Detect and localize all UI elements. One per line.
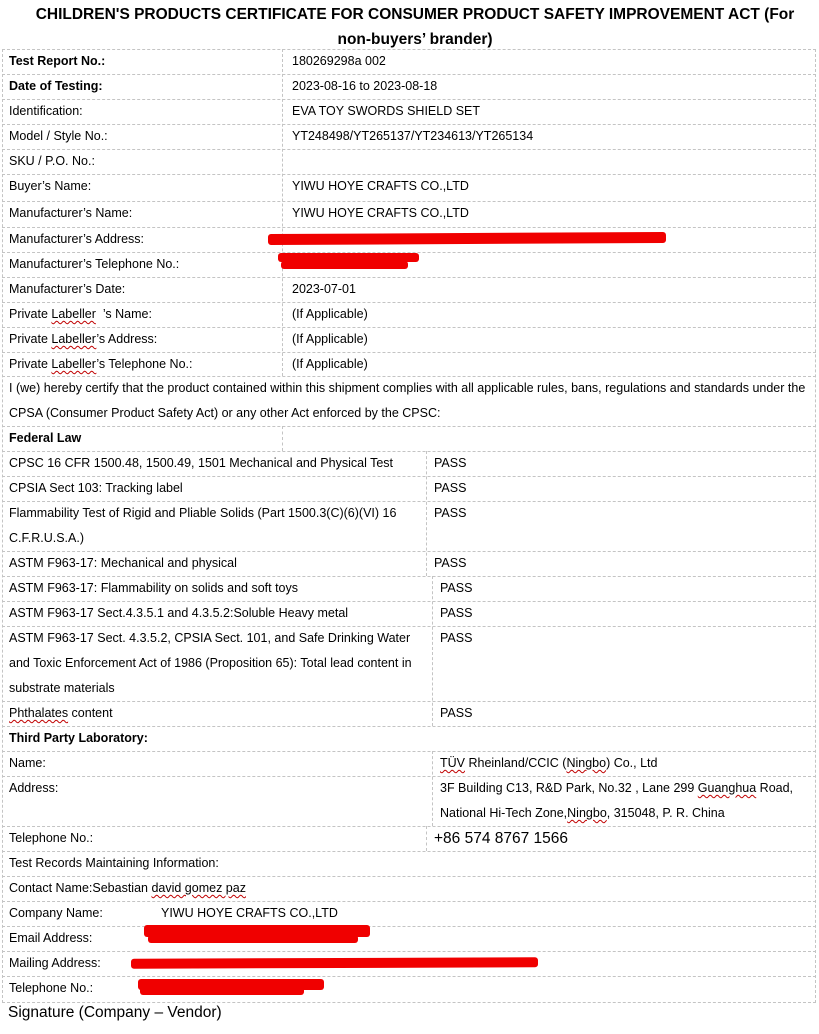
test-result: PASS — [440, 631, 473, 645]
test-name-line-1: ASTM F963-17 Sect. 4.3.5.2, CPSIA Sect. 101, and Safe Drinking Water — [9, 631, 411, 645]
contact-name: Contact Name:Sebastian david gomez paz — [9, 881, 246, 895]
identification-label: Identification: — [9, 104, 83, 118]
test-name: CPSC 16 CFR 1500.48, 1500.49, 1501 Mechanical and Physical Test — [9, 456, 394, 470]
title-line-2: non-buyers’ brander) — [337, 31, 493, 48]
private-labeller-name-label: Private Labeller ’s Name: — [9, 307, 152, 321]
lab-name-value: TÜV Rheinland/CCIC (Ningbo) Co., Ltd — [440, 756, 658, 770]
lab-address-label: Address: — [9, 781, 59, 795]
test-name-line-3: substrate materials — [9, 681, 115, 695]
buyer-name-value: YIWU HOYE CRAFTS CO.,LTD — [292, 179, 469, 193]
test-name: ASTM F963-17 Sect.4.3.5.1 and 4.3.5.2:Soluble Heavy metal — [9, 606, 349, 620]
column-divider — [432, 751, 433, 826]
test-result: PASS — [434, 556, 467, 570]
title-line-1: CHILDREN'S PRODUCTS CERTIFICATE FOR CONSUMER PRODUCT SAFETY IMPROVEMENT ACT (For — [35, 6, 795, 23]
test-result: PASS — [434, 481, 467, 495]
model-value: YT248498/YT265137/YT234613/YT265134 — [292, 129, 534, 143]
redaction-mark — [131, 957, 538, 968]
date-of-testing-label: Date of Testing: — [9, 79, 103, 93]
test-name: Phthalates content — [9, 706, 113, 720]
private-labeller-name-value: (If Applicable) — [292, 307, 368, 321]
private-labeller-address-value: (If Applicable) — [292, 332, 368, 346]
lab-name-label: Name: — [9, 756, 46, 770]
private-labeller-phone-label: Private Labeller’s Telephone No.: — [9, 357, 193, 371]
row-divider — [2, 149, 816, 150]
row-divider — [2, 701, 816, 702]
test-report-label: Test Report No.: — [9, 54, 106, 68]
test-result: PASS — [440, 581, 473, 595]
lab-phone-value: +86 574 8767 1566 — [434, 830, 569, 847]
test-result: PASS — [434, 456, 467, 470]
company-name-value: YIWU HOYE CRAFTS CO.,LTD — [161, 906, 338, 920]
manufacturer-date-label: Manufacturer’s Date: — [9, 282, 126, 296]
test-result: PASS — [440, 606, 473, 620]
certificate-title — [0, 2, 819, 52]
third-party-lab-heading: Third Party Laboratory: — [9, 731, 148, 745]
email-address-label: Email Address: — [9, 931, 93, 945]
date-of-testing-value: 2023-08-16 to 2023-08-18 — [292, 79, 438, 93]
records-phone-label: Telephone No.: — [9, 981, 94, 995]
company-name-label: Company Name: — [9, 906, 103, 920]
lab-phone-label: Telephone No.: — [9, 831, 94, 845]
column-divider — [282, 426, 283, 451]
records-heading: Test Records Maintaining Information: — [9, 856, 219, 870]
lab-address-line-1: 3F Building C13, R&D Park, No.32 , Lane 299 Guanghua Road, — [440, 781, 794, 795]
signature-line: Signature (Company – Vendor) — [8, 1004, 222, 1021]
test-name-line-2: C.F.R.U.S.A.) — [9, 531, 85, 545]
manufacturer-name-label: Manufacturer’s Name: — [9, 206, 133, 220]
mailing-address-label: Mailing Address: — [9, 956, 101, 970]
row-divider — [2, 826, 816, 827]
redaction-mark — [140, 986, 304, 995]
test-name: ASTM F963-17: Flammability on solids and soft toys — [9, 581, 299, 595]
model-label: Model / Style No.: — [9, 129, 108, 143]
redaction-mark — [281, 261, 408, 269]
identification-value: EVA TOY SWORDS SHIELD SET — [292, 104, 481, 118]
certify-statement-line-1: I (we) hereby certify that the product contained within this shipment complies with all applicable rules, bans, regulations and standards under the — [9, 381, 806, 395]
manufacturer-date-value: 2023-07-01 — [292, 282, 356, 296]
row-divider — [2, 426, 816, 427]
redaction-mark — [148, 935, 358, 943]
sku-label: SKU / P.O. No.: — [9, 154, 95, 168]
row-divider — [2, 976, 816, 977]
redaction-mark — [268, 232, 666, 245]
row-divider — [2, 901, 816, 902]
manufacturer-phone-label: Manufacturer’s Telephone No.: — [9, 257, 180, 271]
test-name-line-2: and Toxic Enforcement Act of 1986 (Proposition 65): Total lead content in — [9, 656, 412, 670]
private-labeller-phone-value: (If Applicable) — [292, 357, 368, 371]
federal-law-heading: Federal Law — [9, 431, 82, 445]
certify-statement-line-2: CPSA (Consumer Product Safety Act) or any other Act enforced by the CPSC: — [9, 406, 441, 420]
private-labeller-address-label: Private Labeller’s Address: — [9, 332, 158, 346]
column-divider — [432, 576, 433, 726]
lab-address-line-2: National Hi-Tech Zone,Ningbo, 315048, P. R. China — [440, 806, 725, 820]
test-result: PASS — [434, 506, 467, 520]
test-report-value: 180269298a 002 — [292, 54, 386, 68]
test-name: ASTM F963-17: Mechanical and physical — [9, 556, 237, 570]
buyer-name-label: Buyer’s Name: — [9, 179, 92, 193]
test-result: PASS — [440, 706, 473, 720]
column-divider — [426, 826, 427, 851]
row-divider — [2, 926, 816, 927]
manufacturer-name-value: YIWU HOYE CRAFTS CO.,LTD — [292, 206, 469, 220]
column-divider — [426, 451, 427, 576]
row-divider — [2, 951, 816, 952]
column-divider — [282, 49, 283, 376]
manufacturer-address-label: Manufacturer’s Address: — [9, 232, 145, 246]
row-divider — [2, 751, 816, 752]
test-name-line-1: Flammability Test of Rigid and Pliable Solids (Part 1500.3(C)(6)(VI) 16 — [9, 506, 397, 520]
test-name: CPSIA Sect 103: Tracking label — [9, 481, 183, 495]
